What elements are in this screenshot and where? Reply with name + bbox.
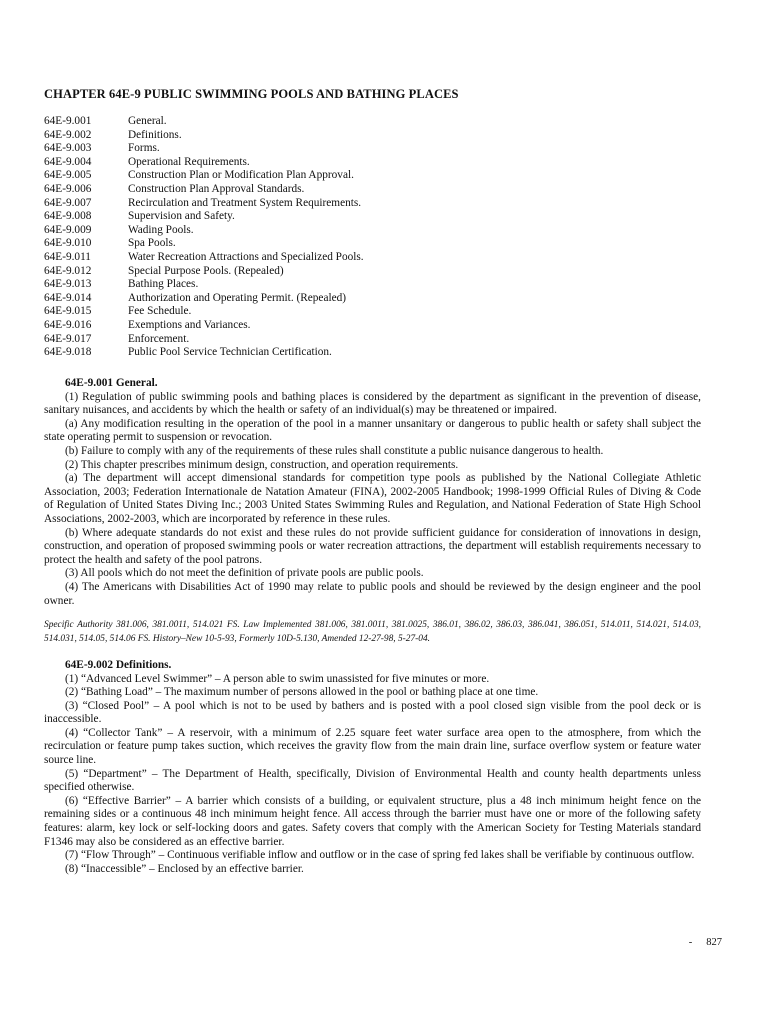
- paragraph: (b) Where adequate standards do not exist and these rules do not provide sufficient guidance for consideration of innovations in design, construction, and operation of proposed swimming pools or water recreation attractions, the department will establish requirements necessary to protect the health and safety of the pool patrons.: [44, 526, 701, 566]
- toc-title: Exemptions and Variances.: [128, 318, 251, 331]
- toc-number: 64E-9.005: [44, 169, 92, 182]
- definition-paragraph: (7) “Flow Through” – Continuous verifiable inflow and outflow or in the case of spring fed lakes shall be verifiable by continuous outflow.: [65, 849, 695, 862]
- toc-row: [44, 251, 364, 265]
- toc-number: 64E-9.002: [44, 128, 92, 141]
- table-of-contents: [44, 115, 364, 360]
- toc-row: [44, 319, 364, 333]
- toc-number: 64E-9.015: [44, 305, 92, 318]
- toc-row: [44, 305, 364, 319]
- toc-number: 64E-9.018: [44, 346, 92, 359]
- toc-row: [44, 156, 364, 170]
- toc-title: Public Pool Service Technician Certification.: [128, 346, 332, 359]
- toc-title: Authorization and Operating Permit. (Repealed): [128, 291, 347, 304]
- definition-paragraph: (5) “Department” – The Department of Health, specifically, Division of Environmental Health and county health departments unless specified otherwise.: [44, 767, 701, 794]
- paragraph: (3) All pools which do not meet the definition of private pools are public pools.: [65, 567, 424, 580]
- toc-number: 64E-9.012: [44, 264, 92, 277]
- toc-number: 64E-9.007: [44, 196, 92, 209]
- toc-title: Bathing Places.: [128, 278, 199, 291]
- paragraph: (4) The Americans with Disabilities Act of 1990 may relate to public pools and should be reviewed by the design engineer and the pool owner.: [44, 580, 701, 607]
- definition-paragraph: (3) “Closed Pool” – A pool which is not to be used by bathers and is posted with a pool closed sign visible from the pool deck or is inaccessible.: [44, 699, 701, 726]
- toc-title: Supervision and Safety.: [128, 210, 235, 223]
- toc-row: [44, 129, 364, 143]
- chapter-title: CHAPTER 64E-9 PUBLIC SWIMMING POOLS AND BATHING PLACES: [44, 87, 459, 101]
- definition-paragraph: (8) “Inaccessible” – Enclosed by an effective barrier.: [65, 862, 304, 875]
- definition-paragraph: (1) “Advanced Level Swimmer” – A person able to swim unassisted for five minutes or more.: [65, 672, 490, 685]
- toc-number: 64E-9.008: [44, 210, 92, 223]
- toc-row: [44, 237, 364, 251]
- toc-row: [44, 210, 364, 224]
- toc-row: [44, 183, 364, 197]
- paragraph: (a) The department will accept dimensional standards for competition type pools as published by the National Collegiate Athletic Association, 2003; Federation Internationale de Natation Amateur (FINA), 2002-2005 Handbook; 1998-1999 Official Rules of Diving & Code of Regulation of United States Diving Inc.; 2003 United States Swimming Rules and Regulation, and National Federation of State High School Associations, 2002-2003, which are incorporated by reference in these rules.: [44, 472, 701, 525]
- toc-number: 64E-9.013: [44, 278, 92, 291]
- toc-number: 64E-9.004: [44, 155, 92, 168]
- toc-row: [44, 265, 364, 279]
- toc-title: Special Purpose Pools. (Repealed): [128, 264, 284, 277]
- toc-number: 64E-9.009: [44, 223, 92, 236]
- toc-number: 64E-9.010: [44, 237, 92, 250]
- paragraph: (a) Any modification resulting in the operation of the pool in a manner unsanitary or dangerous to public health or safety shall subject the state operating permit to suspension or revocation.: [44, 417, 701, 444]
- toc-title: Construction Plan Approval Standards.: [128, 182, 305, 195]
- toc-title: Spa Pools.: [128, 237, 176, 250]
- history-note: Specific Authority 381.006, 381.0011, 514.021 FS. Law Implemented 381.006, 381.0011, 381.0025, 386.01, 386.02, 386.03, 386.041, 386.051, 514.011, 514.021, 514.03, 514.031, 514.05, 514.06 FS. History–New 10-5-93, Formerly 10D-5.130, Amended 12-27-98, 5-27-04.: [44, 620, 701, 644]
- toc-row: [44, 115, 364, 129]
- toc-number: 64E-9.006: [44, 182, 92, 195]
- definition-paragraph: (6) “Effective Barrier” – A barrier which consists of a building, or equivalent structure, plus a 48 inch minimum height fence on the remaining sides or a continuous 48 inch minimum height fence. All access through the barrier must have one or more of the following safety features: alarm, key lock or self-locking doors and gates. Safety covers that comply with the American Society for Testing Materials standard F1346 may also be considered as an effective barrier.: [44, 794, 701, 848]
- toc-row: [44, 346, 364, 360]
- toc-title: Wading Pools.: [128, 223, 194, 236]
- section-heading-definitions: 64E-9.002 Definitions.: [65, 658, 172, 671]
- toc-title: Recirculation and Treatment System Requirements.: [128, 196, 362, 209]
- toc-row: [44, 224, 364, 238]
- paragraph: (1) Regulation of public swimming pools and bathing places is considered by the department as significant in the prevention of disease, sanitary nuisances, and accidents by which the health or safety of an individual(s) may be threatened or impaired.: [44, 390, 701, 417]
- toc-title: Definitions.: [128, 128, 182, 141]
- toc-number: 64E-9.001: [44, 115, 92, 127]
- toc-title: General.: [128, 115, 167, 127]
- toc-title: Water Recreation Attractions and Specialized Pools.: [128, 250, 364, 263]
- definition-paragraph: (4) “Collector Tank” – A reservoir, with a minimum of 2.25 square feet water surface area open to the atmosphere, from which the recirculation or feature pump takes suction, which receives the gravity flow from the main drain line, surface overflow system or feature water source line.: [44, 726, 701, 767]
- toc-title: Fee Schedule.: [128, 305, 192, 318]
- toc-number: 64E-9.016: [44, 318, 92, 331]
- toc-row: [44, 278, 364, 292]
- toc-number: 64E-9.003: [44, 142, 92, 155]
- toc-row: [44, 292, 364, 306]
- toc-row: [44, 169, 364, 183]
- toc-number: 64E-9.014: [44, 291, 92, 304]
- paragraph: (b) Failure to comply with any of the requirements of these rules shall constitute a public nuisance dangerous to health.: [65, 444, 604, 457]
- toc-title: Construction Plan or Modification Plan Approval.: [128, 169, 354, 182]
- section-heading-general: 64E-9.001 General.: [65, 377, 158, 389]
- toc-title: Enforcement.: [128, 332, 190, 345]
- toc-row: [44, 333, 364, 347]
- definition-paragraph: (2) “Bathing Load” – The maximum number of persons allowed in the pool or bathing place at one time.: [65, 686, 539, 699]
- rule-text: [44, 377, 701, 876]
- toc-title: Forms.: [128, 142, 160, 155]
- toc-number: 64E-9.011: [44, 250, 91, 263]
- toc-title: Operational Requirements.: [128, 155, 250, 168]
- paragraph: (2) This chapter prescribes minimum design, construction, and operation requirements.: [65, 458, 459, 471]
- toc-number: 64E-9.017: [44, 332, 92, 345]
- footer-dash: -: [688, 937, 693, 948]
- page-footer: [689, 937, 722, 948]
- toc-row: [44, 142, 364, 156]
- toc-row: [44, 197, 364, 211]
- page-number: 827: [706, 937, 722, 948]
